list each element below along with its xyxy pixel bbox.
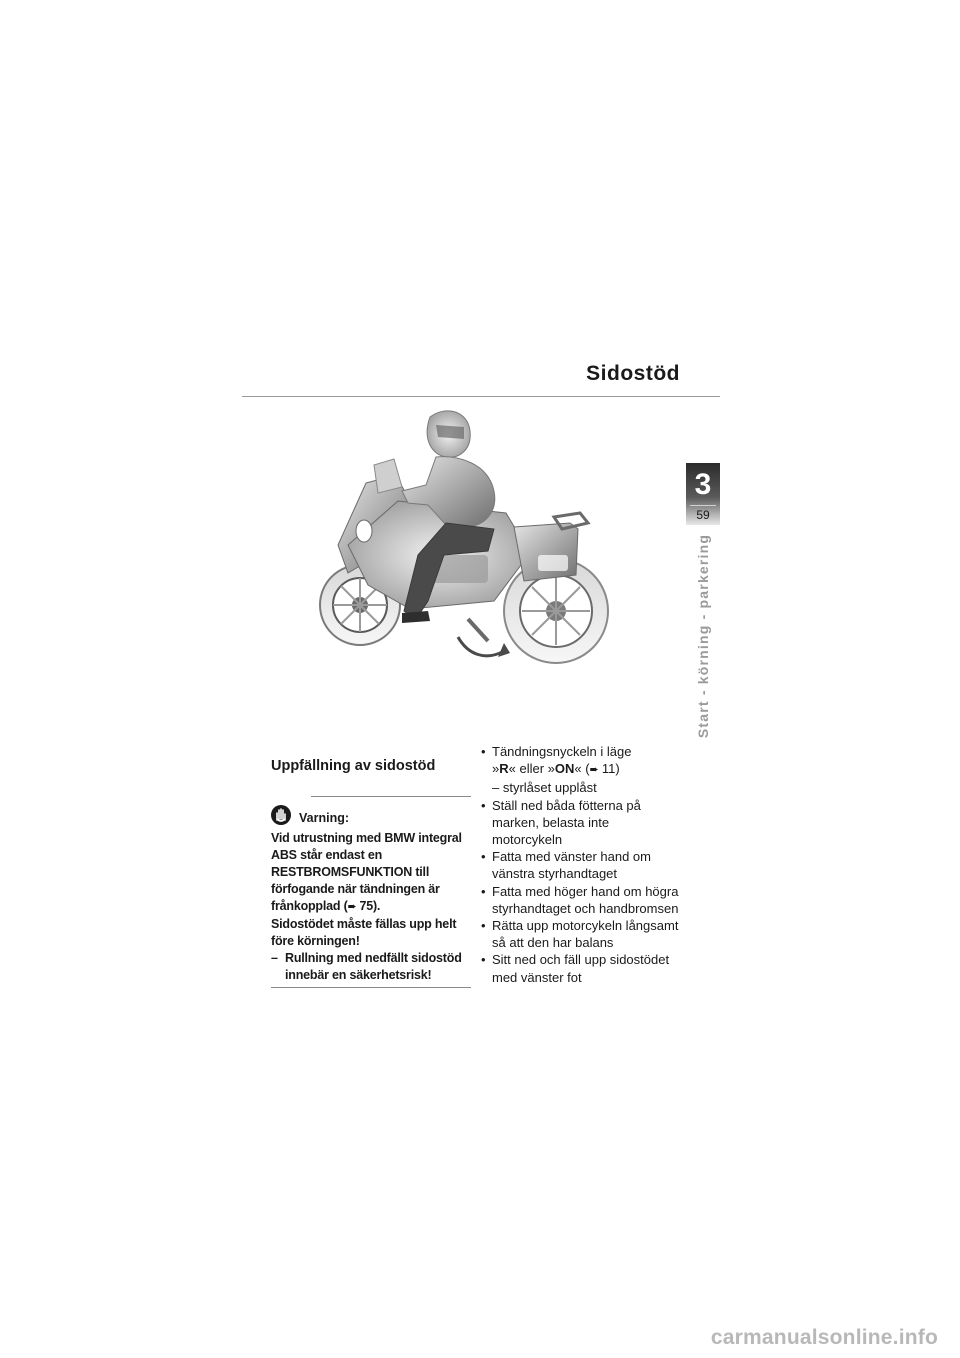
list-item-text: Fatta med höger hand om högra styrhandtaget och handbromsen <box>492 883 679 916</box>
bullet-marker: • <box>481 952 486 968</box>
page-title: Sidostöd <box>586 362 680 385</box>
warning-header <box>271 804 471 826</box>
arrow-right-icon: ➨ <box>347 901 360 913</box>
step-ignition-page-ref[interactable]: 11 <box>601 761 616 777</box>
list-item <box>481 743 681 779</box>
warning-dash-text: Rullning med nedfällt sidostöd innebär en säkerhetsrisk! <box>285 951 462 982</box>
warning-label: Varning: <box>299 811 350 825</box>
warning-abs-page-ref[interactable]: 75 <box>359 899 373 913</box>
motorcycle-illustration <box>318 405 618 667</box>
warning-top-rule <box>311 796 471 797</box>
chapter-number: 3 <box>694 468 712 501</box>
bullet-marker: • <box>481 918 486 934</box>
warning-dash-item <box>271 950 471 984</box>
sidestand-arrow-icon <box>458 619 510 657</box>
sub-list-item: – styrlåset upplåst <box>492 780 597 796</box>
watermark-link[interactable]: carmanualsonline.info <box>710 1326 938 1349</box>
list-item-text: Ställ ned båda fötterna på marken, belasta inte motorcykeln <box>492 797 641 848</box>
left-column <box>271 758 471 988</box>
bullet-marker: • <box>481 849 486 865</box>
dash-marker: – <box>271 951 278 965</box>
list-item <box>481 917 681 951</box>
list-item-text: Fatta med vänster hand om vänstra styrhandtaget <box>492 849 651 882</box>
chapter-tab-divider <box>690 505 716 506</box>
bullet-marker: • <box>481 883 486 899</box>
warning-paragraph-abs <box>271 830 471 916</box>
bullet-marker: • <box>481 744 486 759</box>
list-item-text: Rätta upp motorcykeln långsamt så att den har balans <box>492 918 679 951</box>
warning-abs-text: Vid utrustning med BMW integral ABS står endast en RESTBROMSFUNKTION till förfogande när tändningen är frånkopplad ( <box>271 831 462 913</box>
chapter-section-label: Start - körning - parkering <box>695 533 711 739</box>
list-item <box>481 797 681 849</box>
warning-abs-end: ). <box>372 899 381 913</box>
step-ignition-text: Tändningsnyckeln i läge <box>492 744 632 759</box>
list-item <box>481 951 681 985</box>
bullet-marker: • <box>481 797 486 813</box>
warning-bottom-rule <box>271 987 471 988</box>
key-position-r: R <box>499 761 509 777</box>
warning-box <box>271 796 471 988</box>
step-ignition-or: eller <box>519 761 545 777</box>
list-item-text: Sitt ned och fäll upp sidostödet med vänster fot <box>492 952 670 985</box>
list-item <box>481 883 681 917</box>
page-number: 59 <box>696 508 710 522</box>
header-divider <box>242 396 720 397</box>
key-position-on: ON <box>554 761 575 777</box>
list-item <box>481 848 681 882</box>
right-column <box>481 743 681 986</box>
warning-paragraph-sidestand: Sidostödet måste fällas upp helt före körningen! <box>271 917 457 948</box>
section-heading: Uppfällning av sidostöd <box>271 758 436 774</box>
warning-text <box>271 830 471 984</box>
arrow-right-icon: ➨ <box>589 764 602 777</box>
list-item-text: Tändningsnyckeln i läge »R« eller »ON« (➨ 11) <box>492 744 632 777</box>
warning-hand-icon <box>271 804 291 826</box>
